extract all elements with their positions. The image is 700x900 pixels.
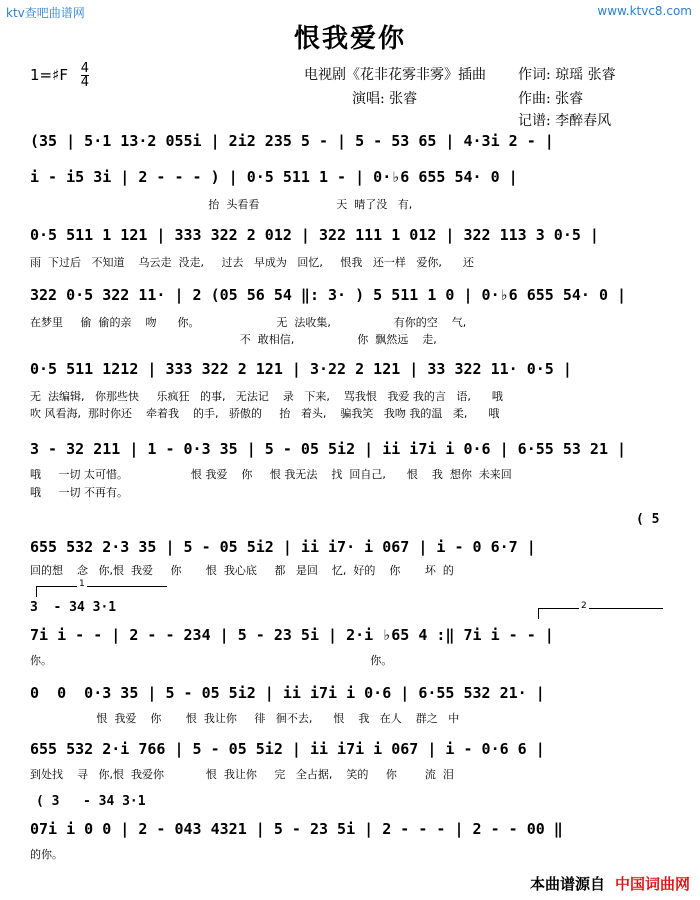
lyric-line: 恨 我爱 你 恨 我让你 徘 徊不去, 恨 我 在人 群之 中: [30, 712, 460, 725]
lyric-line: 雨 下过后 不知道 乌云走 没走, 过去 早成为 回忆, 恨我 还一样 爱你, 还: [30, 256, 474, 269]
pickup-notation: ( 5: [636, 512, 660, 527]
lyric-line: 回的想 念 你,恨 我爱 你 恨 我心底 都 是回 忆, 好的 你 坏 的: [30, 564, 454, 577]
lyric-line: 你。 你。: [30, 654, 393, 667]
score-row: 322 0·5 322 11· | 2 (05 56 54 ‖: 3· ) 5 511 1 0 | 0·♭6 655 54· 0 |: [30, 286, 627, 304]
source-text: 电视剧《花非花雾非雾》插曲: [304, 67, 486, 83]
key-label: 1=♯F: [30, 66, 68, 84]
volta-second-label: 2: [581, 601, 587, 611]
time-top: 4: [80, 61, 90, 76]
score-row: 0 0 0·3 35 | 5 - 05 5i2 | ii i7i i 0·6 | 6·55 532 21· |: [30, 684, 545, 702]
score-row: 655 532 2·3 35 | 5 - 05 5i2 | ii i7· i 067 | i - 0 6·7 |: [30, 538, 536, 556]
watermark-right: www.ktvc8.com: [597, 4, 692, 18]
composer-text: 作曲: 张睿: [518, 91, 584, 107]
score-row: 0·5 511 1 121 | 333 322 2 012 | 322 111 1 012 | 322 113 3 0·5 |: [30, 226, 599, 244]
lyric-line: 吹 风看海, 那时你还 牵着我 的手, 骄傲的 抬 着头, 骗我笑 我吻 我的温 柔, 哦: [30, 407, 500, 420]
lyric-line: 到处找 寻 你,恨 我爱你 恨 我让你 完 全占据, 笑的 你 流 泪: [30, 768, 454, 781]
lyric-line: 无 法编辑, 你那些快 乐疯狂 的事, 无法记 录 下来, 骂我恨 我爱 我的言 语, 哦: [30, 390, 503, 403]
time-bottom: 4: [80, 75, 90, 90]
lyric-line: 不 敢相信, 你 飘然远 走,: [30, 333, 437, 346]
score-row: 07i i 0 0 | 2 - 043 4321 | 5 - 23 5i | 2 - - - | 2 - - 00 ‖: [30, 820, 563, 838]
lyric-line: 哦 一切 太可惜。 恨 我爱 你 恨 我无法 找 回自己, 恨 我 想你 未来回: [30, 468, 512, 481]
score-row: i - i5 3i | 2 - - - ) | 0·5 511 1 - | 0·♭6 655 54· 0 |: [30, 168, 518, 186]
volta-second: [538, 601, 663, 619]
score-row: 3 - 32 211 | 1 - 0·3 35 | 5 - 05 5i2 | ii i7i i 0·6 | 6·55 53 21 |: [30, 440, 627, 458]
lyric-line: 抬 头看看 天 晴了没 有,: [30, 198, 413, 211]
volta-first: [36, 579, 167, 597]
lyric-line: 在梦里 偷 偷的亲 吻 你。 无 法收集, 有你的空 气,: [30, 316, 467, 329]
alt-ending-notation: 3 - 34 3·1: [30, 600, 117, 615]
song-title: 恨我爱你: [293, 24, 406, 54]
score-row: 0·5 511 1212 | 333 322 2 121 | 3·22 2 121 | 33 322 11· 0·5 |: [30, 360, 572, 378]
score-row: (35 | 5·1 13·2 055i | 2i2 235 5 - | 5 - 53 65 | 4·3i 2 - |: [30, 132, 554, 150]
score-row: 655 532 2·i 766 | 5 - 05 5i2 | ii i7i i 067 | i - 0·6 6 |: [30, 740, 545, 758]
transcriber-text: 记谱: 李醉春风: [518, 113, 612, 129]
footer-credit: [530, 873, 690, 894]
watermark-left: ktv查吧曲谱网: [6, 6, 85, 20]
lyricist-text: 作词: 琼瑶 张睿: [518, 67, 616, 83]
volta-first-label: 1: [79, 579, 85, 589]
lyric-line: 哦 一切 不再有。: [30, 486, 128, 499]
alt-ending-notation-2: ( 3 - 34 3·1: [36, 794, 146, 809]
score-row: 7i i - - | 2 - - 234 | 5 - 23 5i | 2·i ♭65 4 :‖ 7i i - - |: [30, 626, 554, 644]
footer-text: 本曲谱源自: [529, 875, 605, 893]
singer-text: 演唱: 张睿: [352, 91, 418, 107]
footer-site-link[interactable]: 中国词曲网: [614, 875, 690, 893]
time-signature: [81, 62, 89, 89]
lyric-line: 的你。: [30, 848, 63, 861]
key-signature: [30, 62, 89, 89]
